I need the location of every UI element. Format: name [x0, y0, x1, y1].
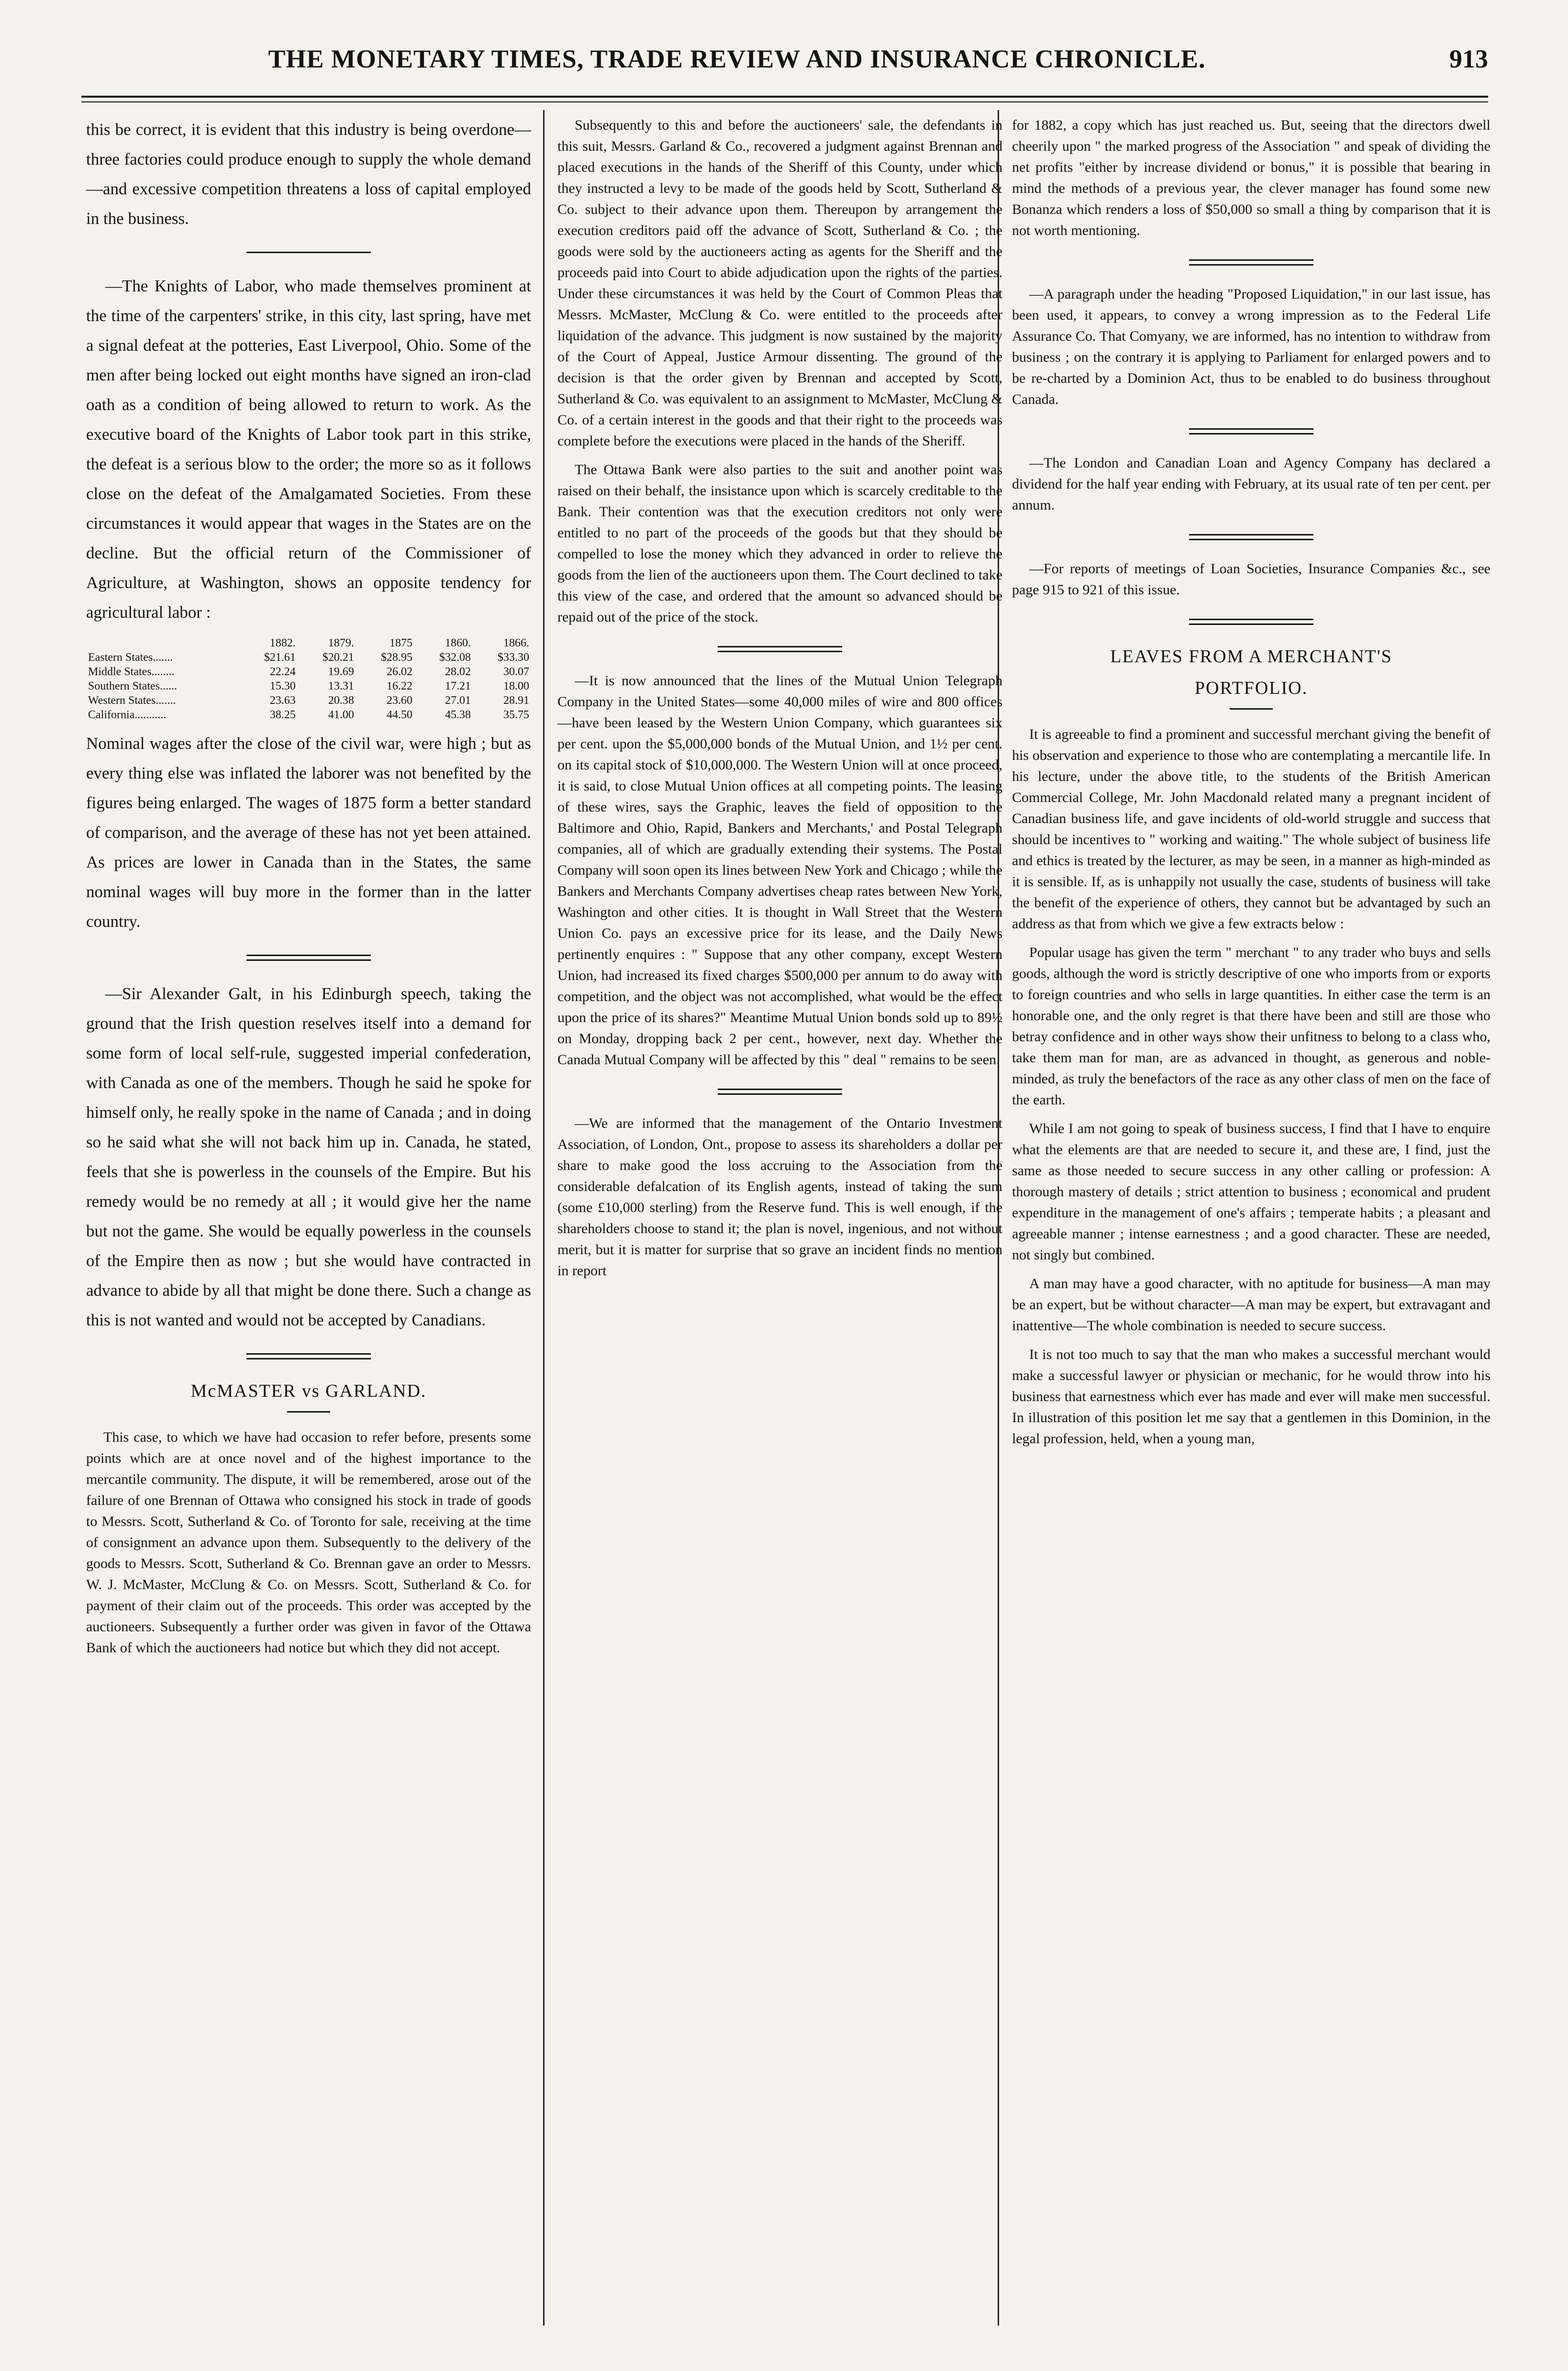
paragraph: This case, to which we have had occasion to refer before, presents some points which are at once novel and of the highest importance to the mercantile community. The dispute, it will be remembered, arose out of the failure of one Brennan of Ottawa who consigned his stock in trade of goods to Messrs. Scott, Sutherland & Co. of Toronto for sale, receiving at the time of consignment an advance upon them. Subsequently to the delivery of the goods to Messrs. Scott, Sutherland & Co. Brennan gave an order to Messrs. W. J. McMaster, McClung & Co. on Messrs. Scott, Sutherland & Co. for payment of their claim out of the proceeds. This order was accepted by the auctioneers. Subsequently a further order was given in favor of the Ottawa Bank of which the auctioneers had notice but which they did not accept.: [86, 1429, 531, 1656]
section-separator: [1189, 428, 1313, 434]
paragraph: Subsequently to this and before the auctioneers' sale, the defendants in this suit, Messrs. Garland & Co., recovered a judgment against Brennan and placed executions in the hands of the Sheriff of this County, under which they instructed a levy to be made of the goods held by Scott, Sutherland & Co. subject to their advance upon them. Thereupon by arrangement the execution creditors paid off the advance of Scott, Sutherland & Co. ; the goods were sold by the auctioneers acting as agents for the Sheriff and the proceeds paid into Court to abide adjudication upon the rights of the parties. Under these circumstances it was held by the Court of Common Pleas that Messrs. McMaster, McClung & Co. were entitled to the proceeds after liquidation of the advance. This judgment is now sustained by the majority of the Court of Appeal, Justice Armour dissenting. The ground of the decision is that the order given by Brennan and accepted by Scott, Sutherland & Co. was equivalent to an assignment to McMaster, McClung & Co. of a certain interest in the goods and that their right to the proceeds was complete before the executions were placed in the hands of the Sheriff.: [557, 117, 1002, 449]
masthead: [81, 44, 1488, 87]
quoted-paragraph: Popular usage has given the term " merchant " to any trader who buys and sells goods, although the word is strictly descriptive of one who imports from or exports to foreign countries and who sells in large quantities. In either case the term is an honorable one, and the only regret is that there have been and still are those who betray confidence and in other ways show their unfitness to belong to a class who, take them man for man, are as advanced in thought, as generous and noble-minded, as truly the benefactors of the race as any other class of men on the face of the earth.: [1012, 945, 1490, 1108]
paragraph: The Ottawa Bank were also parties to the suit and another point was raised on their behalf, the insistance upon which is scarcely creditable to the Bank. Their contention was that the execution creditors not only were entitled to no part of the proceeds of the goods but that they should be compelled to lose the money which they advanced in order to relieve the goods from the lien of the auctioneers upon them. The Court declined to take this view of the case, and ordered that the amount so advanced should be repaid out of the price of the stock.: [557, 462, 1002, 625]
section-separator: [1189, 619, 1313, 625]
paragraph: —It is now announced that the lines of the Mutual Union Telegraph Company in the United States—some 40,000 miles of wire and 800 offices—have been leased by the Western Union Company, which guarantees six per cent. upon the $5,000,000 bonds of the Mutual Union, and 1½ per cent. on its capital stock of $10,000,000. The Western Union will at once proceed, it is said, to close Mutual Union offices at all competing points. The leasing of these wires, says the Graphic, leaves the field of opposition to the Baltimore and Ohio, Rapid, Bankers and Merchants,' and Postal Telegraph companies, all of which are gradually extending their systems. The Postal Company will soon open its lines between New York and Chicago ; while the Bankers and Merchants Company advertises cheap rates between New York, Washington and other cities. It is thought in Wall Street that the Western Union Co. pays an excessive price for its lease, and the Daily News pertinently enquires : " Suppose that any other company, except Western Union, had increased its fixed charges $500,000 per annum to do away with competition, and the object was not accomplished, what would be the effect upon the price of its shares?" Meantime Mutual Union bonds sold up to 89½ on Monday, dropping back 2 per cent., however, next day. Whether the Canada Mutual Company will be affected by this " deal " remains to be seen.: [557, 673, 1002, 1068]
section-separator: [1189, 534, 1313, 540]
table-cell: 17.21: [445, 680, 471, 692]
table-cell: 35.75: [503, 709, 529, 721]
page-number: 913: [1449, 45, 1488, 73]
quoted-paragraph: It is not too much to say that the man who makes a successful merchant would make a successful lawyer or physician or mechanic, for he would throw into his business that earnestness which ever has made and ever will make men successful. In illustration of this position let me say that a gentlemen in this Dominion, in the legal profession, held, when a young man,: [1012, 1347, 1490, 1447]
paragraph: —The Knights of Labor, who made themselves prominent at the time of the carpenters' strike, in this city, last spring, have met a signal defeat at the potteries, East Liverpool, Ohio. Some of the men after being locked out eight months have signed an iron-clad oath as a condition of being allowed to return to work. As the executive board of the Knights of Labor took part in this strike, the defeat is a serious blow to the order; the more so as it follows close on the defeat of the Amalgamated Societies. From these circumstances it would appear that wages in the States are on the decline. But the official return of the Commissioner of Agriculture, at Washington, shows an opposite tendency for agricultural labor :: [86, 277, 531, 622]
table-cell: 15.30: [269, 680, 296, 692]
table-cell: 22.24: [269, 666, 296, 678]
table-cell: 27.01: [445, 694, 471, 707]
table-cell: $32.08: [439, 651, 471, 664]
table-cell: 16.22: [386, 680, 412, 692]
masthead-rule: [81, 96, 1488, 98]
paragraph: Nominal wages after the close of the civil war, were high ; but as every thing else was inflated the laborer was not benefited by the figures being enlarged. The wages of 1875 form a better standard of comparison, and the average of these has not yet been attained. As prices are lower in Canada than in the States, the same nominal wages will buy more in the former than in the latter country.: [86, 734, 531, 931]
table-header: 1875: [389, 637, 412, 649]
section-separator: [718, 1089, 842, 1095]
table-header: 1866.: [503, 637, 529, 649]
section-separator: [1189, 259, 1313, 266]
table-cell: $28.95: [380, 651, 412, 664]
table-row: [86, 679, 531, 693]
quoted-paragraph: A man may have a good character, with no aptitude for business—A man may be an expert, but be without character—A man may be expert, but extravagant and inattentive—The whole combination is needed to secure success.: [1012, 1276, 1490, 1334]
table-cell: Southern States......: [88, 680, 177, 692]
section-separator: [246, 955, 371, 961]
table-cell: 28.02: [445, 666, 471, 678]
table-header-row: [86, 636, 531, 650]
paragraph: —Sir Alexander Galt, in his Edinburgh speech, taking the ground that the Irish question reselves itself into a demand for some form of local self-rule, suggested imperial confederation, with Canada as one of the members. Though he said he spoke for himself only, he really spoke in the name of Canada ; and in doing so he said what she will not back him up in. Canada, he stated, feels that she is powerless in the counsels of the Empire. But his remedy would be no remedy at all ; it would give her the name but not the game. She would be equally powerless in the counsels of the Empire then as now ; but she would have contracted in advance to abide by all that might be done there. Such a change as this is not wanted and would not be accepted by Canadians.: [86, 984, 531, 1329]
paragraph: this be correct, it is evident that this industry is being overdone—three factories could produce enough to supply the whole demand —and excessive competition threatens a loss of capital employed in the business.: [86, 120, 531, 228]
table-cell: 45.38: [445, 709, 471, 721]
table-cell: 13.31: [328, 680, 354, 692]
paragraph: —A paragraph under the heading "Proposed Liquidation," in our last issue, has been used, it appears, to convey a wrong impression as to the Federal Life Assurance Co. That Comyany, we are informed, has no intention to withdraw from business ; on the contrary it is applying to Parliament for enlarged powers and to be re-charted by a Dominion Act, thus to be enabled to do business throughout Canada.: [1012, 286, 1490, 407]
column-divider: [543, 110, 545, 2326]
table-cell: Western States.......: [88, 694, 176, 707]
table-header: 1882.: [269, 637, 296, 649]
table-cell: 20.38: [328, 694, 354, 707]
heading-rule: [1230, 708, 1273, 710]
table-cell: 18.00: [503, 680, 529, 692]
paragraph: for 1882, a copy which has just reached us. But, seeing that the directors dwell cheerily upon " the marked progress of the Association " and speak of dividing the net profits "either by increase dividend or bonus," it is possible that bearing in mind the methods of a previous year, the clever manager has found some new Bonanza which renders a loss of $50,000 so small a thing by comparison that it is not worth mentioning.: [1012, 117, 1490, 238]
table-header: [86, 636, 239, 650]
heading-rule: [287, 1411, 330, 1413]
quoted-paragraph: While I am not going to speak of business success, I find that I have to enquire what the elements are that are needed to secure it, and these are, I find, just the same as those needed to secure success in any other calling or profession: A thorough mastery of details ; strict attention to business ; economical and prudent expenditure in the management of one's affairs ; temperate habits ; a pleasant and agreeable manner ; intense earnestness ; and a good character. These are needed, not singly but combined.: [1012, 1121, 1490, 1263]
wages-table: [86, 636, 531, 722]
table-cell: 41.00: [328, 709, 354, 721]
table-cell: 38.25: [269, 709, 296, 721]
table-cell: 30.07: [503, 666, 529, 678]
table-header: 1879.: [328, 637, 354, 649]
table-cell: 26.02: [386, 666, 412, 678]
masthead-rule-thin: [81, 101, 1488, 102]
table-row: [86, 650, 531, 665]
table-header: 1860.: [445, 637, 471, 649]
table-cell: 23.63: [269, 694, 296, 707]
table-cell: Eastern States.......: [88, 651, 173, 664]
table-cell: $33.30: [498, 651, 529, 664]
table-row: [86, 708, 531, 722]
section-separator: [718, 646, 842, 652]
paragraph: —We are informed that the management of the Ontario Investment Association, of London, Ont., propose to assess its shareholders a dollar per share to make good the loss accruing to the Association from the considerable defalcation of its English agents, instead of taking the sum (some £10,000 sterling) from the Reserve fund. This is well enough, if the shareholders choose to stand it; the plan is novel, ingenious, and not without merit, but it is matter for surprise that so grave an incident finds no mention in report: [557, 1115, 1002, 1279]
table-cell: 44.50: [386, 709, 412, 721]
column-2: [557, 115, 1002, 1289]
publication-title: THE MONETARY TIMES, TRADE REVIEW AND INSURANCE CHRONICLE.: [268, 45, 1206, 73]
article-heading: McMASTER vs GARLAND.: [190, 1381, 427, 1401]
table-row: [86, 693, 531, 708]
section-separator: [246, 1353, 371, 1359]
article-heading: LEAVES FROM A MERCHANT'S: [1110, 646, 1392, 667]
table-cell: $20.21: [322, 651, 354, 664]
paragraph: —For reports of meetings of Loan Societies, Insurance Companies &c., see page 915 to 921 of this issue.: [1012, 561, 1490, 598]
paragraph: —The London and Canadian Loan and Agency Company has declared a dividend for the half year ending with February, at its usual rate of ten per cent. per annum.: [1012, 455, 1490, 513]
table-cell: 19.69: [328, 666, 354, 678]
column-3: [1012, 115, 1490, 1457]
table-cell: $21.61: [264, 651, 296, 664]
article-heading-line-2: PORTFOLIO.: [1194, 678, 1308, 698]
column-1: [86, 115, 531, 1666]
table-cell: 23.60: [386, 694, 412, 707]
table-cell: Middle States........: [88, 666, 175, 678]
table-row: [86, 665, 531, 679]
paragraph: It is agreeable to find a prominent and successful merchant giving the benefit of his observation and experience to those who are contemplating a mercantile life. In his lecture, under the above title, to the students of the British American Commercial College, Mr. John Macdonald related many a pregnant incident of Canadian business life, and gave incidents of old-world struggle and success that should be incentives to " working and waiting." The whole subject of business life and ethics is treated by the lecturer, as may be seen, in a manner as high-minded as it is sensible. If, as is unhappily not usually the case, students of business will take the benefit of the experience of others, they cannot but be advantaged by such an address as that from which we give a few extracts below :: [1012, 726, 1490, 932]
table-cell: 28.91: [503, 694, 529, 707]
section-separator: [246, 252, 371, 253]
table-cell: California...........: [88, 709, 167, 721]
